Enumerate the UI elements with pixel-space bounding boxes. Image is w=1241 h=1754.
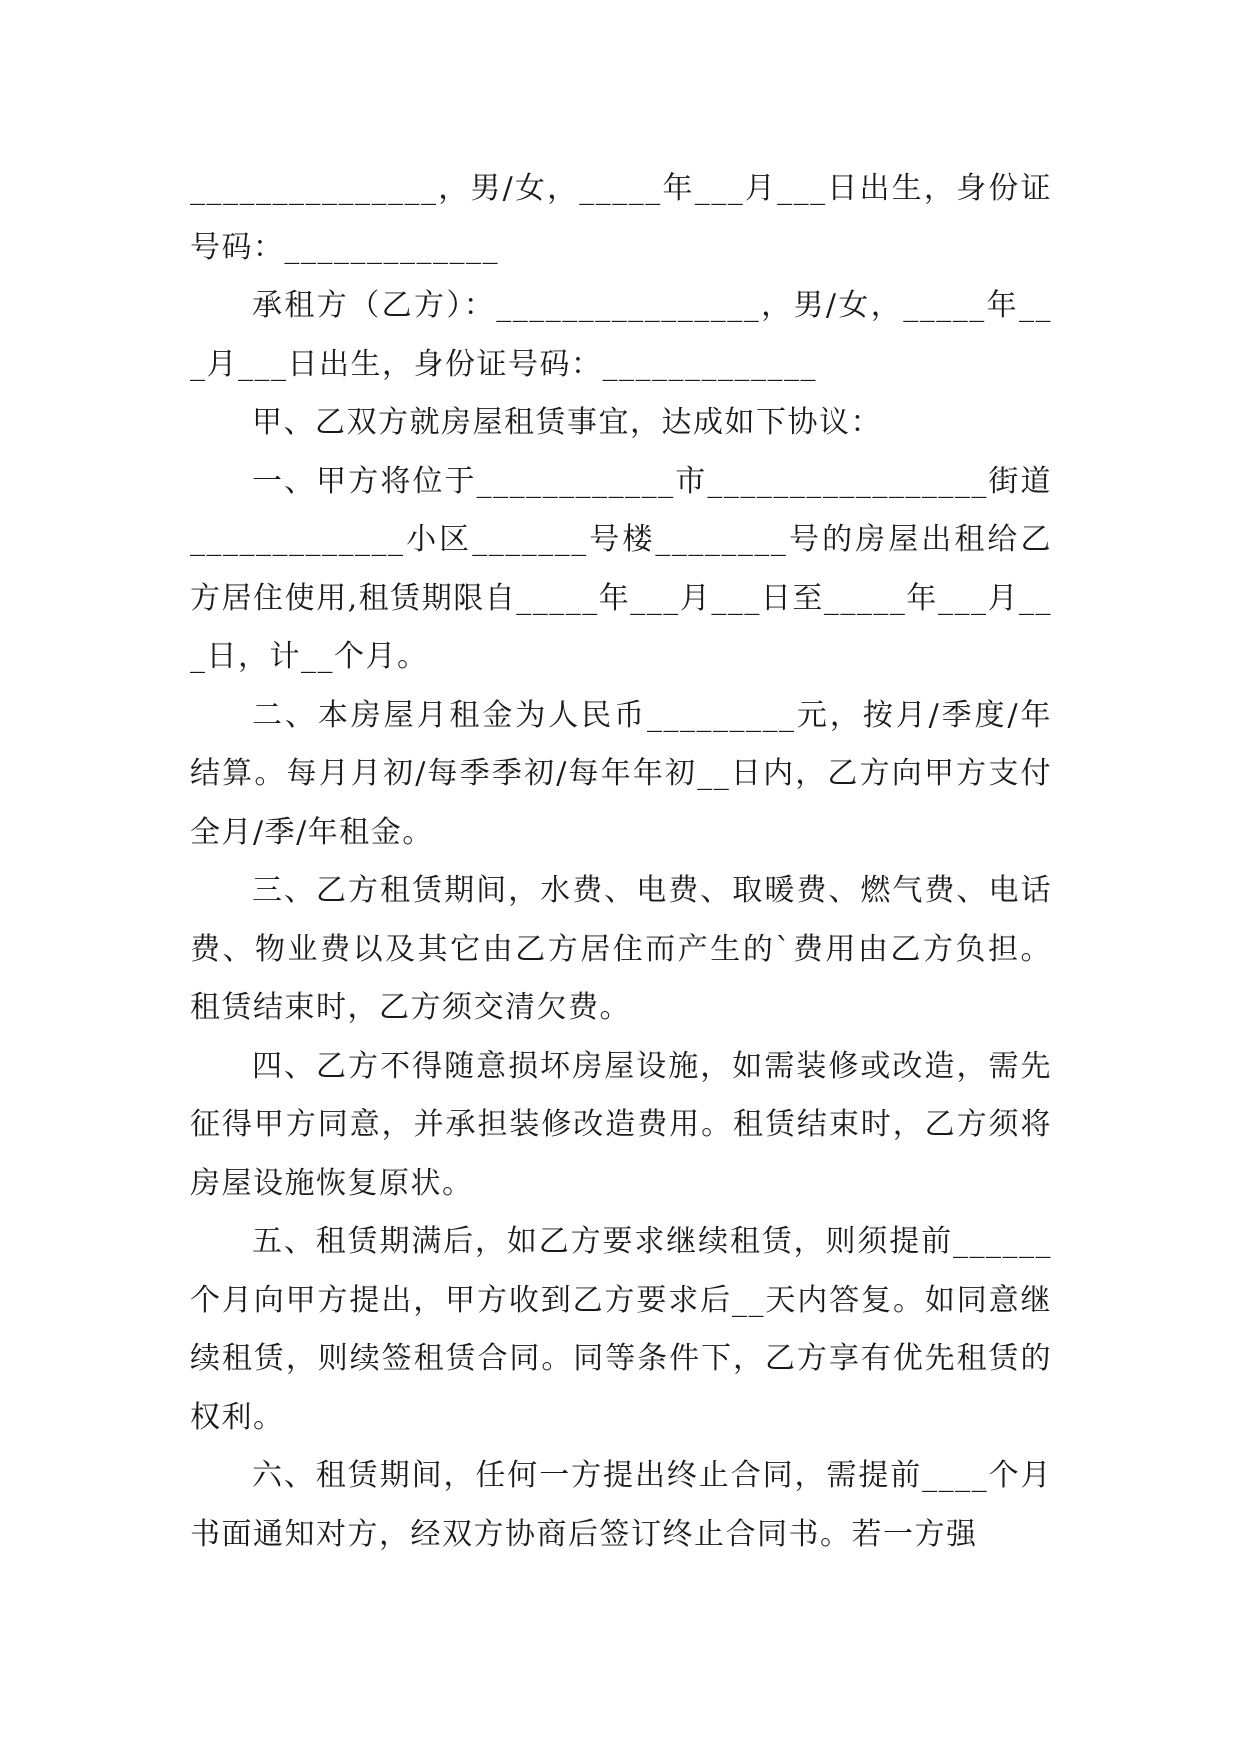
paragraph-lessee-info: 承租方（乙方）：________________，男/女，_____年___月___日出生，身份证号码：_____________: [190, 288, 1052, 382]
paragraph-clause-1: 一、甲方将位于____________市_________________街道_____________小区_______号楼________号的房屋出租给乙方居住使用,租赁期限自_____年___月___日至_____年___月___日，计__个月。: [190, 463, 1052, 674]
paragraph-clause-2: 二、本房屋月租金为人民币_________元，按月/季度/年结算。每月月初/每季季初/每年年初__日内，乙方向甲方支付全月/季/年租金。: [190, 697, 1052, 850]
paragraph-lessor-info: _______________，男/女，_____年___月___日出生，身份证号码：_____________: [190, 171, 1052, 265]
paragraph-clause-3: 三、乙方租赁期间，水费、电费、取暖费、燃气费、电话费、物业费以及其它由乙方居住而产生的`费用由乙方负担。租赁结束时，乙方须交清欠费。: [190, 873, 1052, 1025]
paragraph-clause-4: 四、乙方不得随意损坏房屋设施，如需装修或改造，需先征得甲方同意，并承担装修改造费用。租赁结束时，乙方须将房屋设施恢复原状。: [190, 1048, 1052, 1201]
document-body: [190, 160, 1052, 1564]
paragraph-clause-5: 五、租赁期满后，如乙方要求继续租赁，则须提前______个月向甲方提出，甲方收到乙方要求后__天内答复。如同意继续租赁，则续签租赁合同。同等条件下，乙方享有优先租赁的权利。: [190, 1224, 1052, 1435]
paragraph-agreement-intro: 甲、乙双方就房屋租赁事宜，达成如下协议：: [252, 405, 882, 440]
paragraph-clause-6: 六、租赁期间，任何一方提出终止合同，需提前____个月书面通知对方，经双方协商后签订终止合同书。若一方强: [190, 1458, 1052, 1552]
